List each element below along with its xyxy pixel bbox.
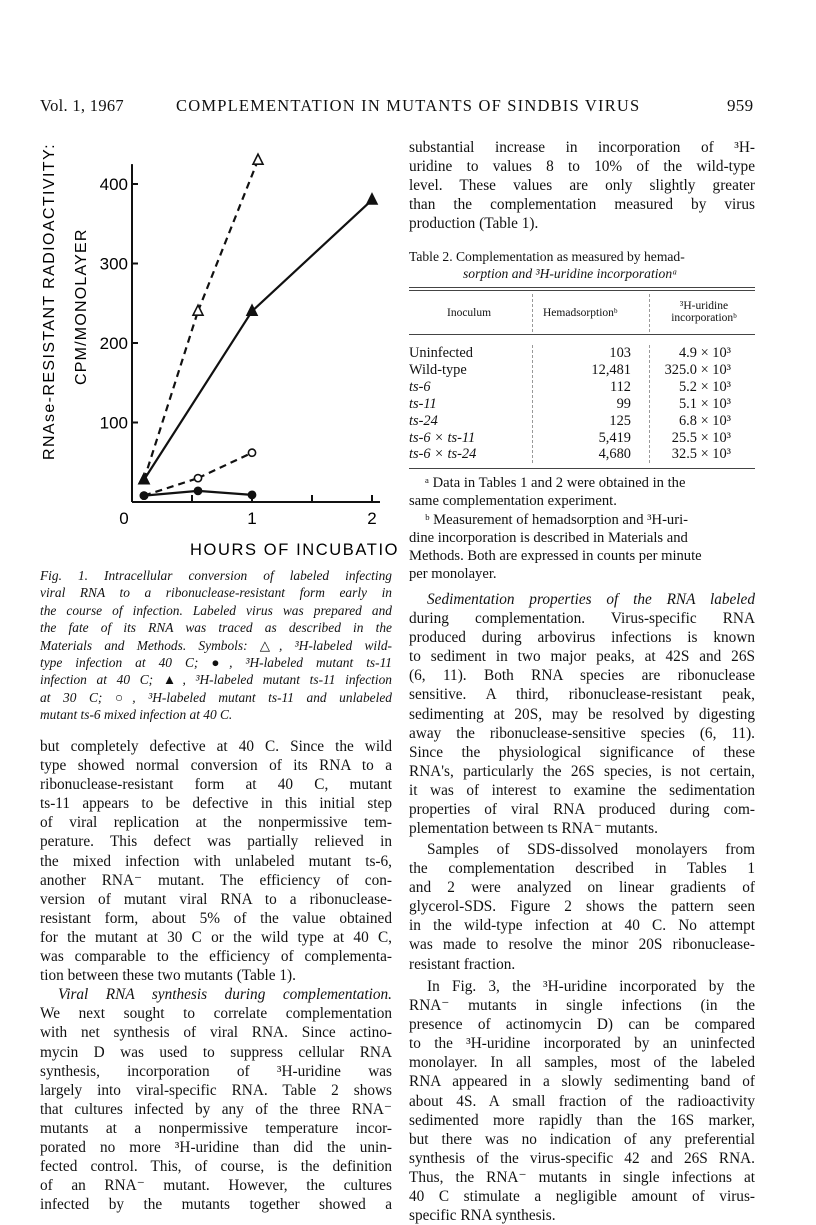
col-separator-2b: [649, 345, 650, 463]
table-row: [409, 362, 755, 379]
cell-inoculum: ts-6: [409, 378, 431, 395]
body-line: properties of viral RNA produced during com-: [409, 801, 755, 819]
figure-1-caption: [40, 567, 392, 724]
body-line: mycin D was used to suppress cellular RNA: [40, 1043, 392, 1061]
data-point-circle: [194, 475, 201, 482]
cell-hemadsorption: 4,680: [598, 446, 631, 463]
caption-line: the course of infection. Labeled virus was prepared and: [40, 602, 392, 618]
body-line: Since the physiological significance of these: [409, 743, 755, 761]
data-point-triangle: [253, 154, 263, 164]
body-line: but completely defective at 40 C. Since the wild: [40, 738, 392, 755]
body-line: resistant form, about 5% of the value obtained: [40, 909, 392, 927]
caption-line: infection at 40 C; ▲, ³H-labeled mutant ts-11 infection: [40, 672, 392, 688]
body-line: infected by the mutants together showed a: [40, 1196, 392, 1214]
caption-line: the fate of its RNA was traced as described in the: [40, 620, 392, 636]
col-separator-1: [532, 294, 533, 332]
body-line: RNA⁻ mutants in single infections (in the: [409, 997, 755, 1015]
body-line: level. These values are only slightly greater: [409, 177, 755, 195]
chart-ylabel-line2: CPM/MONOLAYER: [73, 228, 90, 385]
table-2-footnotes: [409, 474, 761, 584]
body-line: was comparable to the efficiency of complementa-: [40, 948, 392, 966]
table-row: [409, 379, 755, 396]
body-line: tion between these two mutants (Table 1).: [40, 967, 296, 985]
x-tick-label: 0: [119, 509, 129, 528]
body-line: but there was no indication of any preferential: [409, 1130, 755, 1148]
table-top-rule: [409, 287, 755, 288]
body-line: than the complementation measured by virus: [409, 196, 755, 214]
caption-line: viral RNA to a ribonuclease-resistant form early in: [40, 585, 392, 601]
header-uridine-line2: incorporationᵇ: [671, 312, 737, 324]
body-line: specific RNA synthesis.: [409, 1207, 556, 1225]
body-line: synthesis of the virus-specific 42 and 26S RNA.: [409, 1149, 755, 1167]
right-column-fig3: [409, 977, 755, 1225]
body-line: substantial increase in incorporation of ³H-: [409, 139, 755, 156]
cell-uridine: 32.5 × 10³: [671, 446, 731, 463]
body-line: porated no more ³H-uridine than did the unin-: [40, 1138, 392, 1156]
table-row: [409, 413, 755, 430]
cell-hemadsorption: 99: [616, 395, 631, 412]
body-line: monolayer. In all samples, most of the labeled: [409, 1054, 755, 1072]
footnote-line: ᵃ Data in Tables 1 and 2 were obtained in the: [425, 475, 686, 491]
y-tick-label: 100: [99, 413, 128, 433]
data-point-triangle: [367, 194, 377, 204]
body-line: produced during arbovirus infections is known: [409, 629, 755, 647]
header-page-number: 959: [727, 96, 754, 115]
body-line: to the ³H-uridine incorporated by an uninfected: [409, 1035, 755, 1053]
series-line-segment: [198, 491, 252, 495]
data-point-circle: [248, 449, 255, 456]
cell-uridine: 25.5 × 10³: [671, 429, 731, 446]
caption-line: Fig. 1. Intracellular conversion of labeled infecting: [40, 568, 392, 583]
cell-hemadsorption: 103: [609, 345, 631, 361]
body-line: it was of interest to examine the sedimentation: [409, 781, 755, 799]
header-uridine: [655, 300, 753, 324]
cell-hemadsorption: 125: [609, 412, 631, 429]
series-line-segment: [144, 311, 198, 480]
body-line: of an RNA⁻ mutant. However, the cultures: [40, 1177, 392, 1195]
body-line: ribonuclease-resistant form at 40 C, mutant: [40, 776, 392, 794]
series-line-segment: [198, 453, 252, 478]
body-line: (6, 11). Both RNA species are ribonuclease: [409, 667, 755, 685]
table-row: [409, 396, 755, 413]
body-line: RNA's, particularly the 26S species, is not certain,: [409, 762, 755, 780]
chart-ylabel-line1: RNAse-RESISTANT RADIOACTIVITY:: [41, 142, 58, 460]
col-separator-2: [649, 294, 650, 332]
body-line: the complementation described in Tables 1: [409, 860, 755, 878]
body-line: that cultures infected by any of the three RNA⁻: [40, 1100, 392, 1118]
body-line: the mixed infection with unlabeled mutant ts-6,: [40, 852, 392, 870]
col-separator-1b: [532, 345, 533, 463]
body-line: presence of actinomycin D) can be compared: [409, 1016, 755, 1034]
body-line: and 2 were analyzed on linear gradients of: [409, 879, 755, 897]
body-line: away the ribonuclease-sensitive species (6, 11).: [409, 724, 755, 742]
cell-inoculum: ts-11: [409, 395, 437, 412]
y-tick-label: 200: [99, 334, 128, 353]
body-line: mutants at a nonpermissive temperature incor-: [40, 1119, 392, 1137]
body-line: In Fig. 3, the ³H-uridine incorporated by the: [427, 978, 755, 995]
data-point-circle: [140, 492, 147, 499]
footnote-line: ᵇ Measurement of hemadsorption and ³H-uri-: [425, 511, 688, 528]
body-line: sensitive. A third, ribonuclease-resistant peak,: [409, 686, 755, 704]
header-hemadsorption: Hemadsorptionᵇ: [543, 307, 618, 319]
footnote-line: Methods. Both are expressed in counts per minute: [409, 548, 702, 565]
body-line: for the mutant at 30 C or the wild type at 40 C,: [40, 928, 392, 946]
y-tick-label: 300: [99, 254, 128, 274]
footnote-line: per monolayer.: [409, 566, 497, 583]
body-line: about 4S. A small fraction of the radioactivity: [409, 1092, 755, 1110]
series-line-segment: [144, 311, 252, 480]
table-2-title: [409, 248, 755, 282]
section-heading-sedimentation: Sedimentation properties of the RNA labeled: [427, 591, 755, 608]
body-line: with net synthesis of viral RNA. Since actino-: [40, 1024, 392, 1042]
body-line: during complementation. Virus-specific RNA: [409, 610, 755, 628]
right-column-sedimentation: [409, 590, 755, 838]
body-line: plementation between ts RNA⁻ mutants.: [409, 820, 658, 838]
x-tick-label: 2: [367, 509, 377, 528]
table-title-line: Table 2. Complementation as measured by hemad-: [409, 249, 685, 264]
cell-inoculum: ts-24: [409, 412, 438, 429]
footnote-line: dine incorporation is described in Materials and: [409, 529, 688, 546]
body-line: uridine to values 8 to 10% of the wild-type: [409, 158, 755, 176]
caption-line: Materials and Methods. Symbols: △, ³H-labeled wild-: [40, 637, 392, 653]
body-line: ts-11 appears to be defective in this initial step: [40, 795, 392, 813]
header-volume: Vol. 1, 1967: [40, 96, 124, 115]
chart-xlabel: HOURS OF INCUBATION: [190, 541, 400, 559]
body-line: perature. This defect was partially relieved in: [40, 833, 392, 851]
data-point-circle: [248, 491, 255, 498]
body-line: production (Table 1).: [409, 215, 539, 233]
body-line: Thus, the RNA⁻ mutants in single infections at: [409, 1168, 755, 1186]
series-line-segment: [252, 200, 372, 311]
body-line: Samples of SDS-dissolved monolayers from: [427, 841, 755, 858]
table-2-body: [409, 345, 755, 463]
figure-1-chart: [40, 140, 400, 560]
body-line: another RNA⁻ mutant. The efficiency of con-: [40, 871, 392, 889]
cell-uridine: 5.1 × 10³: [678, 395, 731, 412]
footnote-line: same complementation experiment.: [409, 493, 617, 510]
table-header: [409, 294, 755, 332]
section-heading-viral-rna: Viral RNA synthesis during complementation.: [58, 986, 392, 1004]
body-line: 40 C stimulate a negligible amount of virus-: [409, 1188, 755, 1206]
chart-marks: [139, 154, 377, 499]
cell-hemadsorption: 5,419: [598, 429, 631, 446]
right-column-samples: [409, 840, 755, 974]
table-row: [409, 430, 755, 447]
caption-line: mutant ts-6 mixed infection at 40 C.: [40, 707, 233, 723]
body-line: fected control. This, of course, is the definition: [40, 1158, 392, 1176]
cell-hemadsorption: 12,481: [591, 361, 631, 378]
body-line: was made to resolve the minor 20S ribonuclease-: [409, 936, 755, 954]
body-line: sedimenting at 20S, may be resolved by digesting: [409, 705, 755, 723]
body-line: We next sought to correlate complementation: [40, 1005, 392, 1023]
y-tick-label: 400: [99, 175, 128, 194]
header-uridine-line1: ³H-uridine: [679, 300, 729, 312]
cell-uridine: 4.9 × 10³: [678, 345, 731, 361]
body-line: glycerol-SDS. Figure 2 shows the pattern seen: [409, 898, 755, 916]
table-header-rule: [409, 334, 755, 335]
cell-uridine: 6.8 × 10³: [678, 412, 731, 429]
left-column-body: [40, 737, 392, 1214]
cell-inoculum: ts-6 × ts-11: [409, 429, 476, 446]
data-point-circle: [194, 487, 201, 494]
body-line: of viral replication at the nonpermissive tem-: [40, 814, 392, 832]
cell-inoculum: Uninfected: [409, 345, 473, 361]
data-point-triangle: [193, 305, 203, 315]
cell-inoculum: Wild-type: [409, 361, 467, 378]
body-line: resistant fraction.: [409, 955, 516, 973]
cell-uridine: 325.0 × 10³: [664, 361, 731, 378]
cell-hemadsorption: 112: [609, 378, 631, 395]
table-2: [409, 345, 755, 463]
caption-line: at 30 C; ○, ³H-labeled mutant ts-11 and unlabeled: [40, 689, 392, 705]
body-line: RNA appeared in a slowly sedimenting band of: [409, 1073, 755, 1091]
header-inoculum: Inoculum: [447, 307, 492, 319]
body-line: type showed normal conversion of its RNA to a: [40, 757, 392, 775]
body-line: synthesis, incorporation of ³H-uridine was: [40, 1062, 392, 1080]
body-line: version of mutant viral RNA to a ribonuclease-: [40, 890, 392, 908]
series-line-segment: [144, 491, 198, 496]
body-line: sedimented more rapidly than the 16S marker,: [409, 1111, 755, 1129]
table-row: [409, 446, 755, 463]
series-line-segment: [198, 160, 258, 311]
chart-svg: [40, 140, 400, 560]
table-row: [409, 345, 755, 362]
body-line: in the wild-type infection at 40 C. No attempt: [409, 917, 755, 935]
caption-line: type infection at 40 C; ●, ³H-labeled mutant ts-11: [40, 655, 392, 671]
table-top-rule-2: [409, 290, 755, 291]
right-column-top-text: [409, 138, 755, 233]
cell-uridine: 5.2 × 10³: [678, 378, 731, 395]
body-line: largely into viral-specific RNA. Table 2 shows: [40, 1081, 392, 1099]
header-title: COMPLEMENTATION IN MUTANTS OF SINDBIS VIRUS: [176, 96, 641, 115]
cell-inoculum: ts-6 × ts-24: [409, 446, 477, 463]
table-bottom-rule: [409, 468, 755, 469]
x-tick-label: 1: [247, 509, 257, 528]
chart-axes: [100, 164, 380, 528]
table-title-line: sorption and ³H-uridine incorporationᵃ: [463, 266, 678, 281]
body-line: to sediment in two major peaks, at 42S and 26S: [409, 648, 755, 666]
